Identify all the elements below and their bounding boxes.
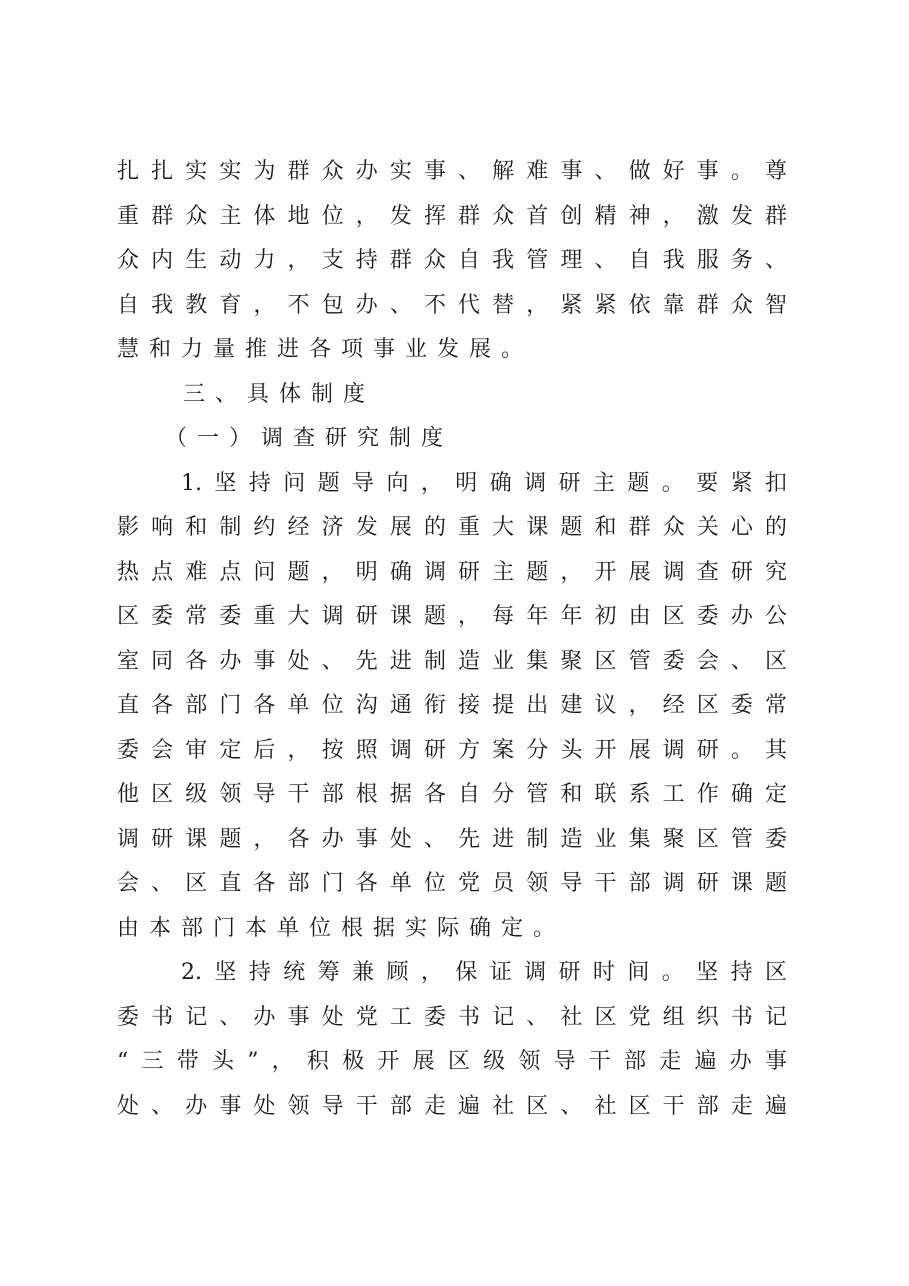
paragraph-line: 慧和力量推进各项事业发展。 [117,337,534,362]
paragraph-line: 室同各办事处、先进制造业集聚区管委会、区 [117,648,787,674]
paragraph-line: 处、办事处领导干部走遍社区、社区干部走遍 [117,1093,787,1119]
paragraph-line: “三带头”，积极开展区级领导干部走遍办事 [117,1049,787,1074]
paragraph-line: 由本部门本单位根据实际确定。 [117,915,566,941]
paragraph-line: 委会审定后，按照调研方案分头开展调研。其 [117,737,787,763]
paragraph-line: 影响和制约经济发展的重大课题和群众关心的 [117,515,787,540]
section-heading: 三、具体制度 [183,381,376,407]
paragraph-line: 2.坚持统筹兼顾，保证调研时间。坚持区 [181,960,787,985]
paragraph-line: 1.坚持问题导向，明确调研主题。要紧扣 [181,470,787,496]
paragraph-line: 热点难点问题，明确调研主题，开展调查研究 [117,559,787,585]
paragraph-line: 区委常委重大调研课题，每年年初由区委办公 [117,604,787,629]
paragraph-line: 直各部门各单位沟通衔接提出建议，经区委常 [117,693,787,718]
document-body [117,150,787,1129]
paragraph-line: 会、区直各部门各单位党员领导干部调研课题 [117,871,787,896]
paragraph-line: 扎扎实实为群众办实事、解难事、做好事。尊 [117,159,787,184]
paragraph-line: 委书记、办事处党工委书记、社区党组织书记 [117,1004,787,1030]
paragraph-line: 自我教育，不包办、不代替，紧紧依靠群众智 [117,292,787,318]
subsection-heading: （一）调查研究制度 [165,426,454,451]
paragraph-line: 调研课题，各办事处、先进制造业集聚区管委 [117,826,787,852]
paragraph-line: 他区级领导干部根据各自分管和联系工作确定 [117,782,787,807]
paragraph-line: 重群众主体地位，发挥群众首创精神，激发群 [117,203,787,229]
paragraph-line: 众内生动力，支持群众自我管理、自我服务、 [117,248,787,273]
